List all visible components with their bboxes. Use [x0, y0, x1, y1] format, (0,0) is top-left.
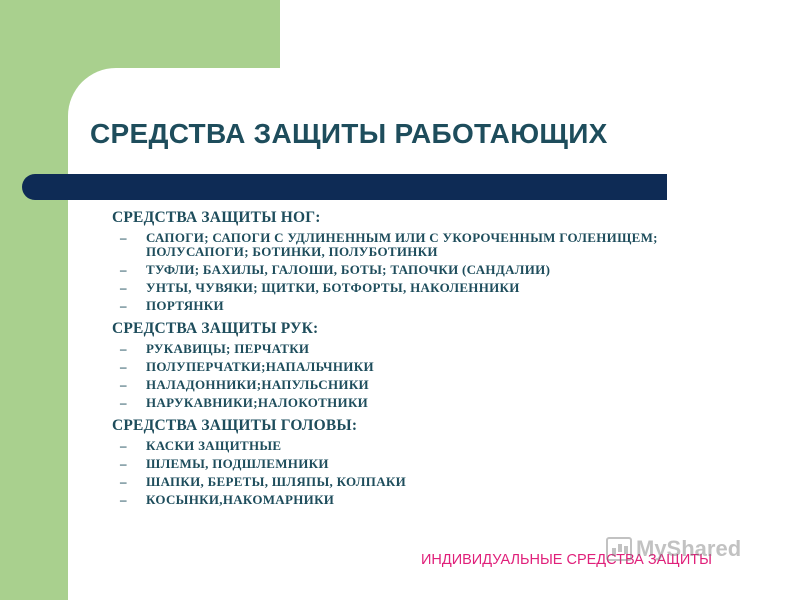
- list-item: [112, 281, 672, 295]
- slide-footer: ИНДИВИДУАЛЬНЫЕ СРЕДСТВА ЗАЩИТЫ: [421, 552, 712, 568]
- slide-title: СРЕДСТВА ЗАЩИТЫ РАБОТАЮЩИХ: [90, 118, 608, 149]
- list-item: [112, 263, 672, 277]
- section-hands: [112, 319, 672, 410]
- title-underline-bar: [22, 174, 667, 200]
- list-item: [112, 378, 672, 392]
- bullet-dash: –: [120, 395, 127, 410]
- bullet-dash: –: [120, 341, 127, 356]
- bullet-dash: –: [120, 359, 127, 374]
- bullet-dash: –: [120, 262, 127, 277]
- slide-content: [112, 208, 672, 513]
- bullet-dash: –: [120, 377, 127, 392]
- list-item: [112, 493, 672, 507]
- list-item-text: ШАПКИ, БЕРЕТЫ, ШЛЯПЫ, КОЛПАКИ: [146, 474, 407, 489]
- list-item: [112, 342, 672, 356]
- list-item: [112, 475, 672, 489]
- section-heading: СРЕДСТВА ЗАЩИТЫ НОГ:: [112, 209, 321, 226]
- chart-icon: [606, 537, 632, 561]
- list-item: [112, 231, 672, 259]
- list-item-text: УНТЫ, ЧУВЯКИ; ЩИТКИ, БОТФОРТЫ, НАКОЛЕННИКИ: [146, 280, 520, 295]
- section-head: [112, 416, 672, 507]
- list-item-text: НАРУКАВНИКИ;НАЛОКОТНИКИ: [146, 395, 369, 410]
- bullet-dash: –: [120, 492, 127, 507]
- section-heading: СРЕДСТВА ЗАЩИТЫ РУК:: [112, 320, 319, 337]
- list-item-text: ПОЛУПЕРЧАТКИ;НАПАЛЬЧНИКИ: [146, 359, 374, 374]
- list-item: [112, 439, 672, 453]
- bullet-dash: –: [120, 280, 127, 295]
- list-item: [112, 457, 672, 471]
- watermark-logo: [606, 536, 741, 562]
- list-item: [112, 360, 672, 374]
- watermark-text: MyShared: [636, 536, 742, 561]
- decorative-green-strip: [0, 68, 68, 600]
- list-item: [112, 396, 672, 410]
- list-item: [112, 299, 672, 313]
- list-item-text: ПОРТЯНКИ: [146, 298, 224, 313]
- bullet-dash: –: [120, 474, 127, 489]
- list-item-text: НАЛАДОННИКИ;НАПУЛЬСНИКИ: [146, 377, 369, 392]
- section-heading: СРЕДСТВА ЗАЩИТЫ ГОЛОВЫ:: [112, 417, 358, 434]
- list-item-text: КОСЫНКИ,НАКОМАРНИКИ: [146, 492, 335, 507]
- bullet-dash: –: [120, 230, 127, 245]
- bullet-dash: –: [120, 456, 127, 471]
- list-item-text: ТУФЛИ; БАХИЛЫ, ГАЛОШИ, БОТЫ; ТАПОЧКИ (САНДАЛИИ): [146, 262, 551, 277]
- section-feet: [112, 208, 672, 313]
- bullet-dash: –: [120, 438, 127, 453]
- list-item-text: КАСКИ ЗАЩИТНЫЕ: [146, 438, 282, 453]
- bullet-dash: –: [120, 298, 127, 313]
- list-item-text: ШЛЕМЫ, ПОДШЛЕМНИКИ: [146, 456, 329, 471]
- list-item-text: САПОГИ; САПОГИ С УДЛИНЕННЫМ ИЛИ С УКОРОЧЕННЫМ ГОЛЕНИЩЕМ; ПОЛУСАПОГИ; БОТИНКИ, ПОЛУБОТИНКИ: [146, 230, 658, 259]
- list-item-text: РУКАВИЦЫ; ПЕРЧАТКИ: [146, 341, 310, 356]
